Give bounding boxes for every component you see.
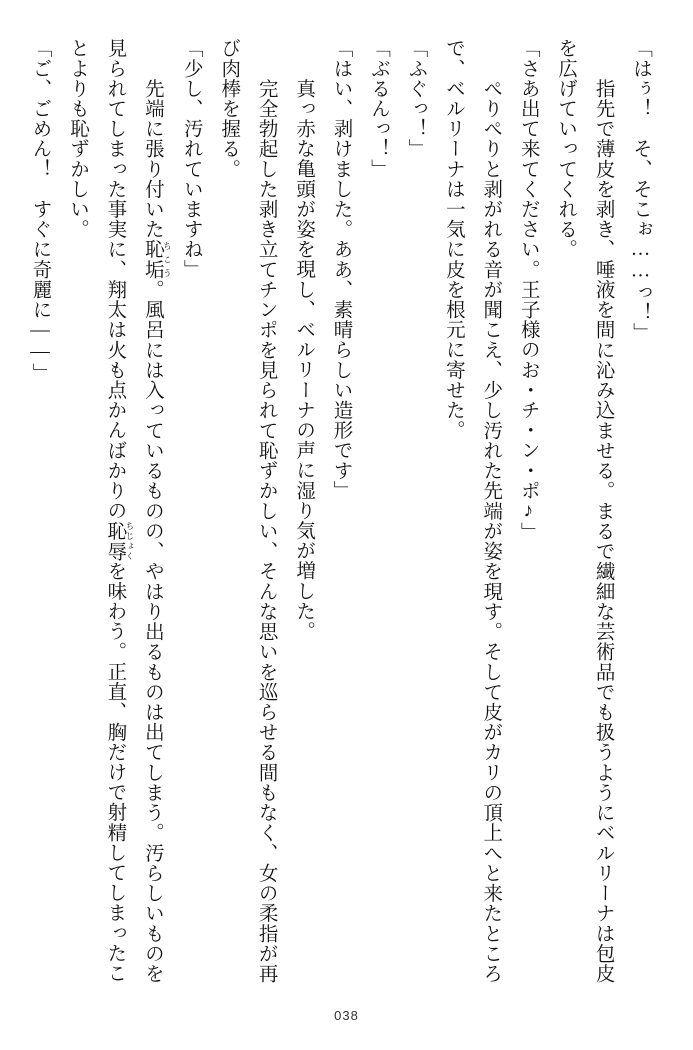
paragraph: 「ふぐっ！」	[405, 38, 427, 159]
paragraph: 真っ赤な亀頭が姿を現し、ベルリーナの声に湿り気が増した。	[293, 57, 315, 641]
paragraph: 「さあ出て来てください。王子様のお・チ・ン・ポ♪」	[517, 38, 539, 542]
vertical-text-body	[29, 38, 659, 984]
paragraph: 「はい、剥けました。ああ、素晴らしい造形です」	[330, 38, 352, 501]
paragraph: 「ぶるんっ！」	[367, 38, 389, 179]
paragraph: 指先で薄皮を剥き、唾液を間に沁み込ませる。まるで繊細な芸術品でも扱うようにベルリーナは包皮を広げていってくれる。	[555, 38, 614, 983]
paragraph-with-ruby: 先端に張り付いた恥垢 ちこう。風呂には入っているものの、やはり出るものは出てしまう。汚らしいものを見られてしまった事実に、翔太は火も点かんばかりの恥辱 ちじょくを味わう。正直、胸だけで射精してしまったことよりも恥ずかしい。	[66, 38, 173, 984]
page-number: 038	[334, 1008, 359, 1023]
paragraph: ぺりぺりと剥がれる音が聞こえ、少し汚れた先端が姿を現す。そして皮がカリの頂上へと来たところで、ベルリーナは一気に皮を根元に寄せた。	[442, 38, 502, 983]
paragraph: 完全勃起した剥き立てチンポを見られて恥ずかしい、そんな思いを巡らせる間もなく、女の柔指が再び肉棒を握る。	[218, 38, 277, 983]
paragraph: 「はぅ！ そ、そこぉ……っ！」	[630, 38, 651, 343]
paragraph: 「ご、ごめん！ すぐに奇麗に――」	[29, 38, 51, 383]
paragraph: 「少し、汚れていますね」	[180, 38, 202, 280]
